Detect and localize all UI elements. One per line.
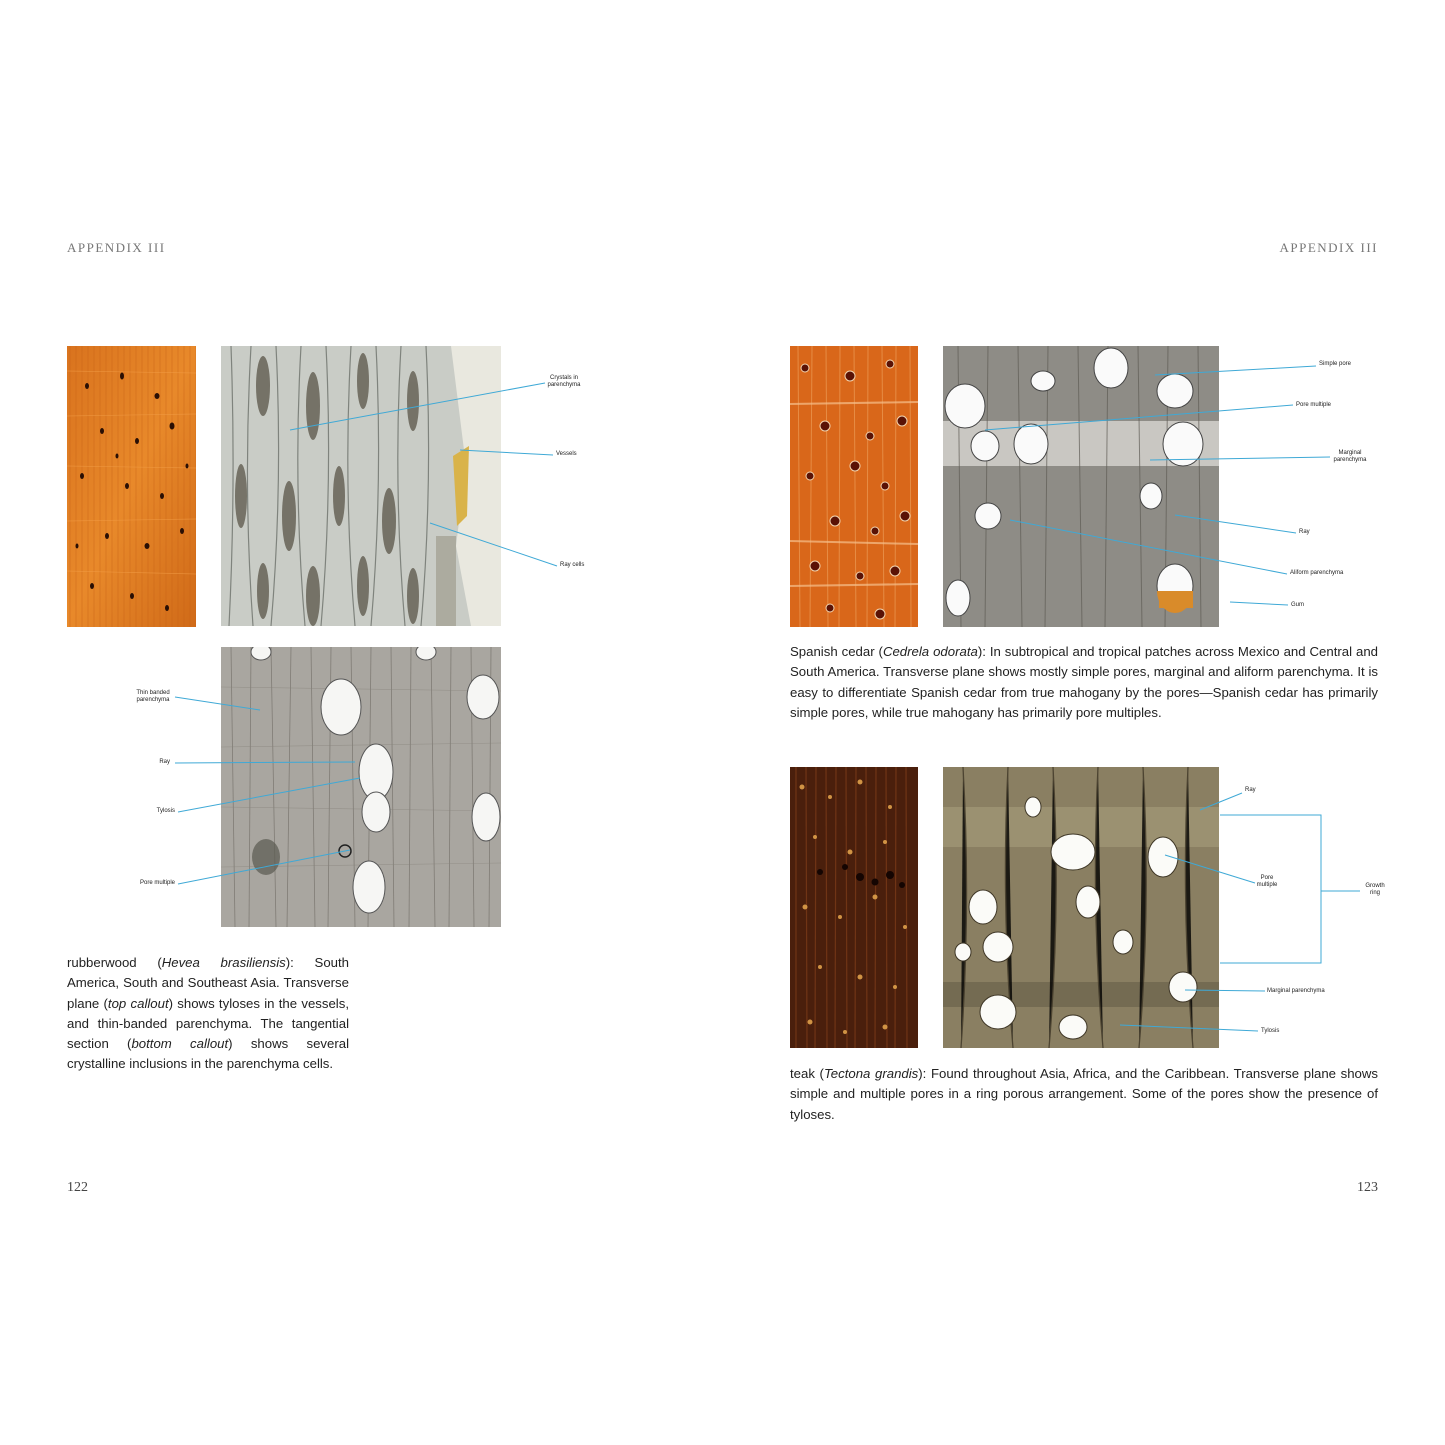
- caption-teak-common-name: teak (: [790, 1066, 824, 1081]
- rubberwood-transverse-micrograph: [221, 647, 501, 927]
- callout-vessels: Vessels: [556, 451, 577, 457]
- callout-growth-ring: Growth ring: [1365, 883, 1385, 896]
- caption-rubberwood-text-b: ) shows tyloses in the vessels, and thin-banded parenchyma. The tangential section (: [67, 995, 349, 1052]
- callout-teak-ray: Ray: [1245, 787, 1256, 793]
- caption-cedar-text: ): In subtropical and tropical patches across Mexico and Central and South America. Transverse plane shows mostly simple pores, marginal and aliform parenchyma. It is easy to differentiate Spanish cedar from true mahogany by the pores—Spanish cedar has primarily simple pores, while true mahogany has primarily pore multiples.: [790, 644, 1378, 720]
- callout-teak-marginal-parenchyma: Marginal parenchyma: [1267, 988, 1325, 994]
- caption-rubberwood-text-c: ) shows several crystalline inclusions in the parenchyma cells.: [67, 1036, 349, 1072]
- teak-transverse-micrograph: [943, 767, 1219, 1048]
- callout-aliform-parenchyma: Aliform parenchyma: [1290, 570, 1344, 576]
- callout-pore-multiple: Pore multiple: [139, 880, 175, 886]
- rubberwood-tangential-micrograph: [221, 346, 501, 626]
- teak-transverse-image: [790, 767, 918, 1048]
- callout-tylosis: Tylosis: [156, 808, 175, 814]
- running-head-right: APPENDIX III: [1279, 240, 1378, 255]
- callout-teak-tylosis: Tylosis: [1261, 1028, 1280, 1034]
- caption-rubberwood-common-name: rubberwood (: [67, 955, 162, 970]
- caption-rubberwood-em-b: bottom callout: [131, 1036, 229, 1052]
- callout-simple-pore: Simple pore: [1319, 361, 1352, 367]
- callout-ray-cells: Ray cells: [560, 562, 585, 568]
- callout-teak-pore-multiple: Pore multiple: [1256, 875, 1278, 888]
- caption-cedar-common-name: Spanish cedar (: [790, 644, 883, 659]
- caption-rubberwood-text-a: ): South America, South and Southeast Asia. Transverse plane (: [67, 955, 349, 1011]
- page-number-left: 122: [67, 1180, 88, 1195]
- callout-thin-banded-parenchyma: Thin banded parenchyma: [136, 690, 170, 703]
- callout-ray: Ray: [159, 759, 170, 765]
- caption-rubberwood-em-a: top callout: [107, 995, 169, 1011]
- cedar-transverse-micrograph: [943, 346, 1219, 627]
- caption-teak-text: ): Found throughout Asia, Africa, and the Caribbean. Transverse plane shows simple and multiple pores in a ring porous arrangement. Some of the pores show the presence of tyloses.: [790, 1066, 1379, 1122]
- cedar-transverse-image: [790, 346, 918, 627]
- caption-cedar-scientific-name: Cedrela odorata: [882, 644, 978, 659]
- callout-marginal-parenchyma: Marginal parenchyma: [1333, 450, 1367, 463]
- caption-teak-scientific-name: Tectona grandis: [823, 1066, 919, 1081]
- caption-rubberwood: [67, 953, 349, 1075]
- callout-crystals-in-parenchyma: Crystals in parenchyma: [547, 375, 581, 388]
- callout-cedar-ray: Ray: [1299, 529, 1310, 535]
- callout-cedar-pore-multiple: Pore multiple: [1296, 402, 1332, 408]
- page-number-right: 123: [1357, 1180, 1378, 1195]
- running-head-left: APPENDIX III: [67, 240, 166, 255]
- caption-teak: [790, 1064, 1378, 1125]
- rubberwood-transverse-image: [67, 346, 196, 627]
- caption-rubberwood-scientific-name: Hevea brasiliensis: [161, 955, 286, 970]
- callout-gum: Gum: [1291, 602, 1305, 608]
- caption-spanish-cedar: [790, 642, 1378, 723]
